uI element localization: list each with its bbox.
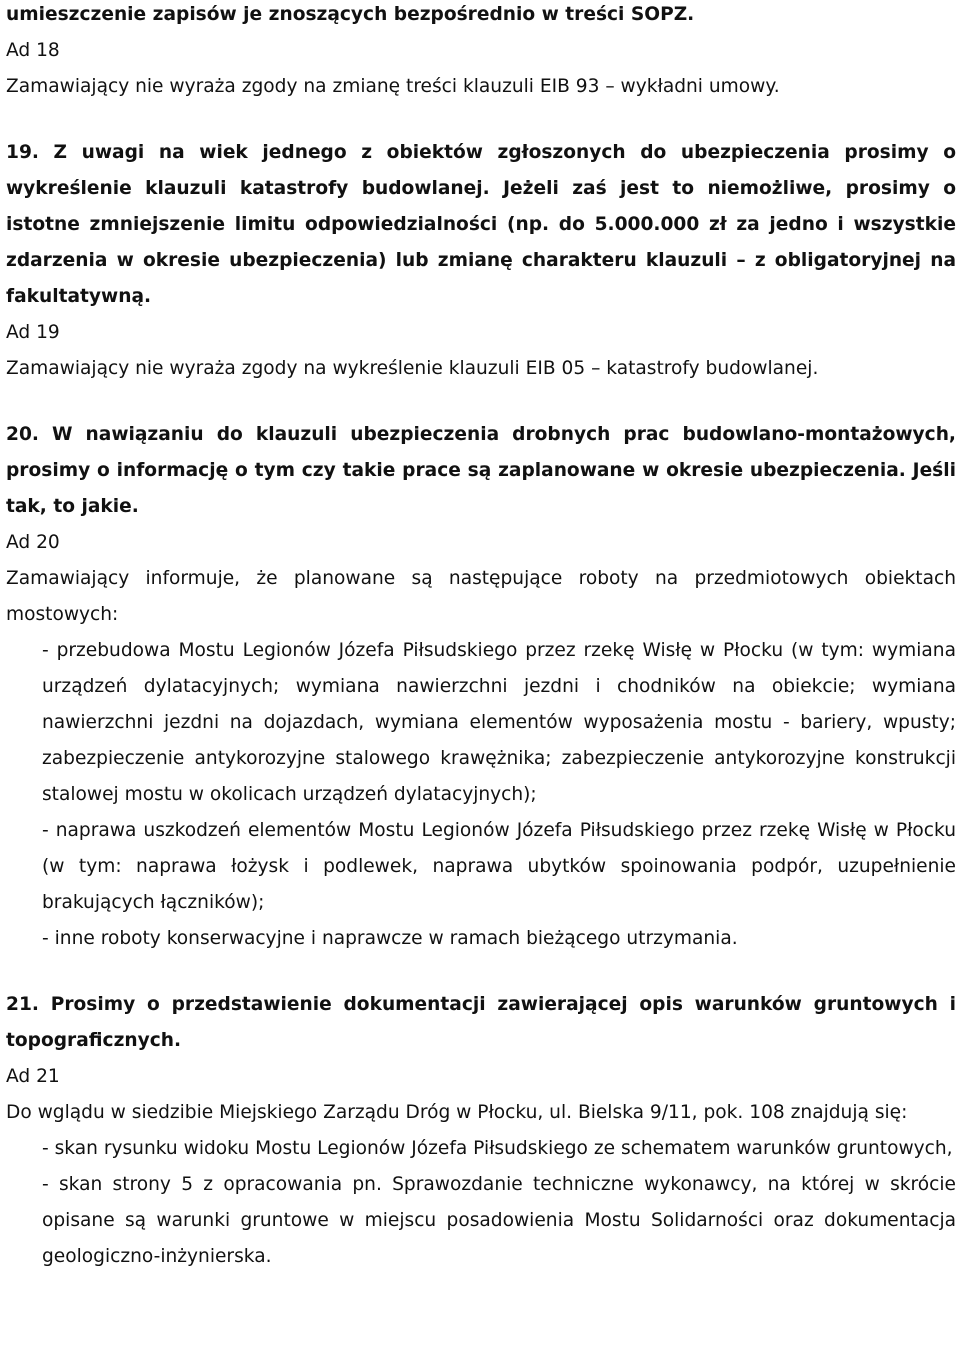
answer-heading-19: Ad 19 [6, 322, 60, 343]
answer-20-list [42, 633, 956, 957]
question-19: 19. Z uwagi na wiek jednego z obiektów zgłoszonych do ubezpieczenia prosimy o wykreślenie klauzuli katastrofy budowlanej. Jeżeli zaś jest to niemożliwe, prosimy o istotne zmniejszenie limitu odpowiedzialności (np. do 5.000.000 zł za jedno i wszystkie zdarzenia w okresie ubezpieczenia) lub zmianę charakteru klauzuli – z obligatoryjnej na fakultatywną. [6, 142, 956, 307]
question-20: 20. W nawiązaniu do klauzuli ubezpieczenia drobnych prac budowlano-montażowych, prosimy o informację o tym czy takie prace są zaplanowane w okresie ubezpieczenia. Jeśli tak, to jakie. [6, 424, 956, 517]
answer-text-20: Zamawiający informuje, że planowane są następujące roboty na przedmiotowych obiektach mostowych: [6, 568, 956, 625]
list-item: - przebudowa Mostu Legionów Józefa Piłsudskiego przez rzekę Wisłę w Płocku (w tym: wymiana urządzeń dylatacyjnych; wymiana nawierzchni jezdni i chodników na obiekcie; wymiana nawierzchni jezdni na dojazdach, wymiana elementów wyposażenia mostu - bariery, wpusty; zabezpieczenie antykorozyjne stalowego krawężnika; zabezpieczenie antykorozyjne konstrukcji stalowej mostu w okolicach urządzeń dylatacyjnych); [42, 640, 956, 805]
list-item: - naprawa uszkodzeń elementów Mostu Legionów Józefa Piłsudskiego przez rzekę Wisłę w Płocku (w tym: naprawa łożysk i podlewek, naprawa ubytków spoinowania podpór, uzupełnienie brakujących łączników); [42, 820, 956, 913]
answer-text-18: Zamawiający nie wyraża zgody na zmianę treści klauzuli EIB 93 – wykładni umowy. [6, 76, 780, 97]
answer-text-21: Do wglądu w siedzibie Miejskiego Zarządu Dróg w Płocku, ul. Bielska 9/11, pok. 108 znajdują się: [6, 1102, 908, 1123]
answer-text-19: Zamawiający nie wyraża zgody na wykreślenie klauzuli EIB 05 – katastrofy budowlanej. [6, 358, 819, 379]
spacer [6, 957, 956, 987]
list-item: - skan strony 5 z opracowania pn. Sprawozdanie techniczne wykonawcy, na której w skrócie opisane są warunki gruntowe w miejscu posadowienia Mostu Solidarności oraz dokumentacja geologiczno-inżynierska. [42, 1174, 956, 1267]
question-21: 21. Prosimy o przedstawienie dokumentacji zawierającej opis warunków gruntowych i topograficznych. [6, 994, 956, 1051]
answer-heading-21: Ad 21 [6, 1066, 60, 1087]
answer-21-list [42, 1131, 956, 1275]
answer-heading-18: Ad 18 [6, 40, 60, 61]
spacer [6, 105, 956, 135]
list-item: - inne roboty konserwacyjne i naprawcze w ramach bieżącego utrzymania. [42, 928, 738, 949]
previous-question-tail: umieszczenie zapisów je znoszących bezpośrednio w treści SOPZ. [6, 4, 695, 25]
document-page [6, 0, 956, 1275]
list-item: - skan rysunku widoku Mostu Legionów Józefa Piłsudskiego ze schematem warunków gruntowych, [42, 1138, 953, 1159]
answer-heading-20: Ad 20 [6, 532, 60, 553]
spacer [6, 387, 956, 417]
